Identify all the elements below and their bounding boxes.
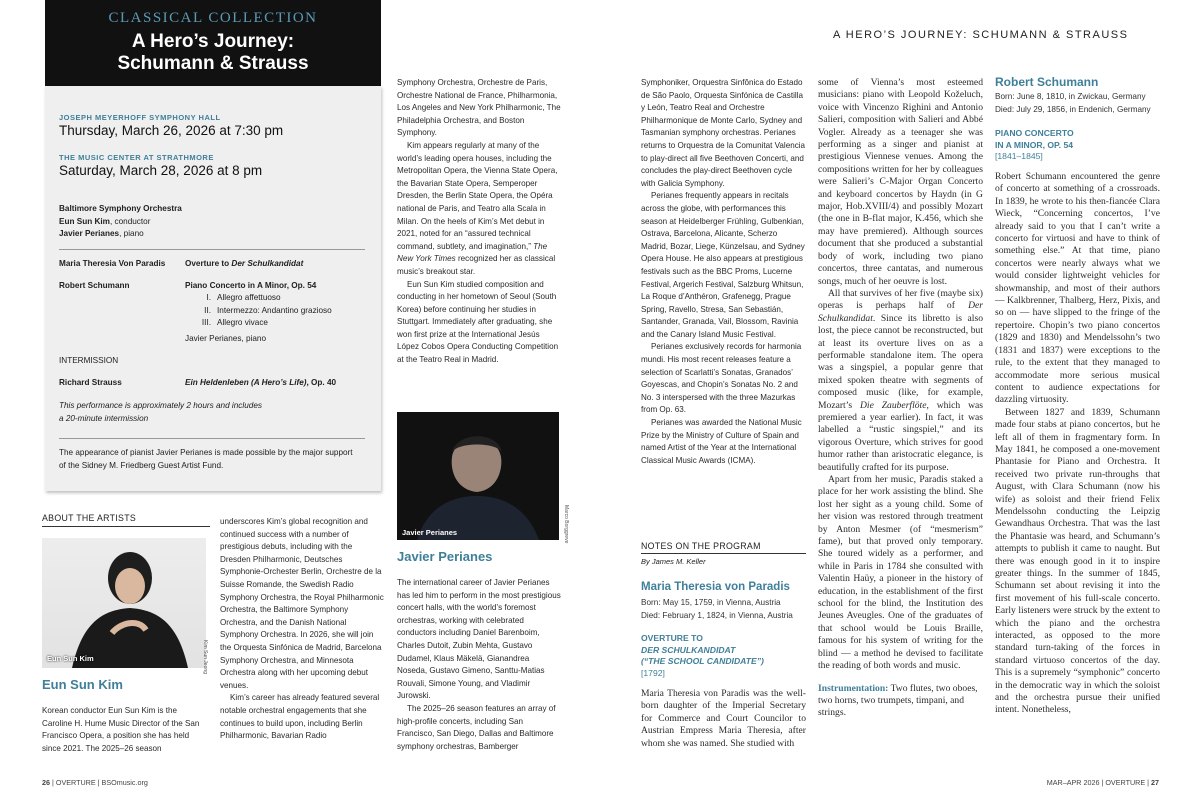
work-concerto: Piano Concerto in A Minor, Op. 54 <box>185 281 317 290</box>
composer-schumann: Robert Schumann <box>59 281 130 290</box>
venue2-date: Saturday, March 28, 2026 at 8 pm <box>59 163 263 178</box>
eun-sun-kim-photo <box>42 538 206 668</box>
perianes-name-heading: Javier Perianes <box>397 549 493 564</box>
paradis-heading: Maria Theresia von Paradis <box>641 581 790 593</box>
movement-item: II. Intermezzo: Andantino grazioso <box>204 305 332 315</box>
running-head: A HERO’S JOURNEY: SCHUMANN & STRAUSS <box>833 29 1129 41</box>
soloist-line: Javier Perianes, piano <box>185 334 267 343</box>
duration-note: This performance is approximately 2 hours and includes a 20-minute intermission <box>59 401 262 423</box>
kim-bio-col2: underscores Kim’s global recognition and continued success with a number of prestigious debuts, including with the Dresden Philharmonic, Deutsches Symphonie-Orchester Berlin, Orchestre de la Suisse Romande, the Swedish Radio Symphony Orchestra, the Royal Philharmonic Orchestra, the Baltimore Symphony Orchestra, and the Danish National Symphony Orchestra. In 2026, she will join the Orquesta Sinfónica de Madrid, Barcelona Symphony Orchestra, and Minnesota Orchestra along with her upcoming debut venues. Kim’s career has already featured several notable orchestral engagements that she continues to build upon, including Berlin Philharmonic, Bavarian Radio <box>220 517 384 741</box>
paradis-dates: Born: May 15, 1759, in Vienna, Austria Died: February 1, 1824, in Vienna, Austria <box>641 598 793 620</box>
javier-perianes-photo <box>397 412 559 540</box>
kim-bio-col3: Symphony Orchestra, Orchestre de Paris, Orchestre National de France, Philharmonia, Los Angeles and New York Philharmonic, The Philadelphia Orchestra, and Boston Symphony. Kim appears regularly at many of the world’s leading opera houses, including the Metropolitan Opera, the Vienna State Opera, the Bavarian State Opera, Semperoper Dresden, the Berlin State Opera, the Opéra national de Paris, and Teatro alla Scala in Milan. On the heels of Kim’s Met debut in 2021, noted for an “assured technical command, subtlety, and imagination,” The New York Times recognized her as classical music’s breakout star. Eun Sun Kim studied composition and conducting in her hometown of Seoul (South Korea) before continuing her studies in Stuttgart. Immediately after graduating, she won first prize at the International Jesús López Cobos Opera Conducting Competition at the Teatro Real in Madrid. <box>397 78 561 365</box>
about-artists-heading: ABOUT THE ARTISTS <box>42 513 137 523</box>
paradis-notes-col5: some of Vienna’s most esteemed musicians: piano with Leopold Koželuch, voice with Vincenzo Righini and Antonio Salieri, composition with Salieri and Abbé Vogler. Already as a teenager she was performing as a singer and pianist at prestigious Viennese venues. Among the compositions written for her by colleagues were Salieri’s C-Major Organ Concerto and keyboard concertos by Haydn (in G major, Hob.XVIII/4) and possibly Mozart (the one in B-flat major, K.456, which she may have premiered). Although sources document that she produced a substantial body of work, including two piano concertos, three cantatas, and numerous songs, much of her oeuvre is lost. All that survives of her five (maybe six) operas is perhaps half of Der Schulkandidat. Since its libretto is also lost, the piece cannot be reconstructed, but at least its overture lives on as a performable standalone item. The opera was a singspiel, a popular genre that mixed spoken theatre with segments of composed music (like, for example, Mozart’s Die Zauberflöte, which was premiered a year earlier). In fact, it was labelled a “rustic singspiel,” and its vigorous Overture, which strives for good humor rather than aristocratic elegance, is beautifully crafted for its purpose. Apart from her music, Paradis staked a place for her work assisting the blind. She lost her sight as a young child. Some of her vision was restored through treatment by Anton Mesmer (of “mesmerism” fame), but that proved only temporary. She toured widely as a performer, and while in Paris in 1784 she consulted with Valentin Haüy, a pioneer in the history of education, in the establishment of the first school for the blind, the Institution des Jeunes Aveugles. One of the graduates of that school would be Louis Braille, famous for his system of writing for the blind — a method he devised to facilitate the reading of both words and music. Instrumentation: Two flutes, two oboes, two horns, two trumpets, timpani, and strings. <box>818 77 983 719</box>
work-heldenleben: Ein Heldenleben (A Hero’s Life), Op. 40 <box>185 378 337 387</box>
sponsor-note: The appearance of pianist Javier Perianes is made possible by the major support of the Sidney M. Friedberg Guest Artist Fund. <box>59 448 353 470</box>
kim-bio-p1: Korean conductor Eun Sun Kim is the Caroline H. Hume Music Director of the San Francisco Opera, a position she has held since 2021. The 2025–26 season <box>42 706 200 753</box>
kim-name-heading: Eun Sun Kim <box>42 677 123 692</box>
divider <box>59 438 365 439</box>
divider <box>641 553 806 554</box>
program-box <box>45 86 381 491</box>
composer-strauss: Richard Strauss <box>59 378 122 387</box>
venue1-hall: JOSEPH MEYERHOFF SYMPHONY HALL <box>59 113 221 122</box>
program-title-line2: Schumann & Strauss <box>117 53 309 74</box>
performer-item: Eun Sun Kim, conductor <box>59 216 151 226</box>
portrait-icon <box>42 538 206 668</box>
movement-item: III. Allegro vivace <box>201 318 268 327</box>
perianes-bio-col3: The international career of Javier Perianes has led him to perform in the most prestigious concert halls, with the world’s foremost orchestras, working with celebrated conductors including Daniel Barenboim, Charles Dutoit, Zubin Mehta, Gustavo Dudamel, Klaus Mäkelä, Gianandrea Noseda, Gustavo Gimeno, Santtu-Matias Rouvali, Simone Young, and Vladimir Jurowski. The 2025–26 season features an array of high-profile concerts, including San Francisco, San Diego, Dallas and Baltimore symphony orchestras, Bamberger <box>397 578 561 751</box>
overture-title: OVERTURE TO DER SCHULKANDIDAT (“THE SCHOOL CANDIDATE”) [1792] <box>641 633 764 678</box>
collection-label: CLASSICAL COLLECTION <box>108 10 318 26</box>
program-title-line1: A Hero’s Journey: <box>131 31 295 52</box>
footer-left: 26 | OVERTURE | BSOmusic.org <box>42 778 148 787</box>
perianes-bio-col4: Symphoniker, Orquestra Sinfônica do Estado de São Paolo, Orquesta Sinfónica de Castilla y León, Teatro Real and Orchestre Philharmonique de Monte Carlo, Sydney and Tasmanian symphony orchestras. Perianes returns to Orquestra de la Comunitat Valencia to play-direct all five Beethoven Concerti, and concludes the play-direct Beethoven cycle with Galicia Symphony. Perianes frequently appears in recitals across the globe, with performances this season at Heidelberger Frühling, Gulbenkian, Ostrava, Barcelona, Alicante, Scherzo Madrid, Bozar, Liege, Künzelsau, and Sydney Opera House. He also appears at prestigious festivals such as the BBC Proms, Lucerne Festival, Argerich Festival, Salzburg Whitsun, La Roque d’Anthéron, Grafenegg, Prague Spring, Ravello, Stresa, San Sebastián, Santander, Granada, Vail, Blossom, Ravinia and the Canary Island Music Festival. Perianes exclusively records for harmonia mundi. His most recent releases feature a selection of Scarlatti’s Sonatas, Granados’ Goyescas, and Chopin’s Sonatas No. 2 and No. 3 interspersed with the three Mazurkas from Op. 63. Perianes was awarded the National Music Prize by the Ministry of Culture of Spain and named Artist of the Year at the International Classical Music Awards (ICMA). <box>641 78 806 465</box>
notes-heading: NOTES ON THE PROGRAM <box>641 541 761 551</box>
schumann-heading: Robert Schumann <box>995 75 1099 89</box>
work-overture: Overture to Der Schulkandidat <box>185 259 304 268</box>
portrait-icon <box>397 412 559 540</box>
venue2-hall: THE MUSIC CENTER AT STRATHMORE <box>59 153 214 162</box>
photo-credit: Kim Sun Jeong <box>202 640 208 674</box>
paradis-p1: Maria Theresia von Paradis was the well-born daughter of the Imperial Secretary for Commerce and Court Councilor to Austrian Empress Maria Theresia, after whom she was named. She studied with <box>641 688 806 749</box>
divider <box>42 526 210 527</box>
performers-list <box>59 203 182 241</box>
movement-item: I. Allegro affettuoso <box>206 293 281 302</box>
venue1-date: Thursday, March 26, 2026 at 7:30 pm <box>59 123 284 138</box>
performer-item: Javier Perianes, piano <box>59 229 144 238</box>
movements-list <box>197 292 332 330</box>
photo-caption: Javier Perianes <box>402 528 458 537</box>
footer-right: MAR–APR 2026 | OVERTURE | 27 <box>1046 778 1159 787</box>
notes-author: By James M. Keller <box>641 557 706 566</box>
performer-item: Baltimore Symphony Orchestra <box>59 204 182 213</box>
schumann-notes-col6: Robert Schumann encountered the genre of concerto at something of a crossroads. In 1839, he wrote to his then-fiancée Clara Wieck, “Concerning concertos, I’ve already said to you that I can’t write a concerto for virtuosi and have to think of something else.” At that time, piano concertos were nearly always what we would consider lightweight vehicles for showmanship, and most of their authors — Kalkbrenner, Thalberg, Herz, Pixis, and so on — have slipped to the fringe of the repertoire. Chopin’s two piano concertos (1829 and 1830) and Mendelssohn’s two (1831 and 1837) were exceptions to the rule, to the extent that they managed to accommodate more serious musical content to audience expectations for dazzling virtuosity. Between 1827 and 1839, Schumann made four stabs at piano concertos, but he left all of them in fragmentary form. In May 1841, he composed a one-movement Phantasie for Piano and Orchestra. It received two private run-throughs that August, with Clara Schumann (now his wife) as soloist and their friend Felix Mendelssohn conducting the Leipzig Gewandhaus Orchestra. That was the last the Phantasie was heard, and Schumann’s attempts to publish it came to naught. But there was enough good in it to inspire greater things. In the summer of 1845, Schumann set about revising it into the first movement of his full-scale concerto. Early listeners were struck by the extent to which the piano and the orchestra interacted, as opposed to the more standard turn-taking of the forces in standard virtuoso concertos of the day. This is a supremely “symphonic” concerto in the democratic way in which the soloist and the orchestra pursue their unified intent. Nonetheless, <box>995 171 1160 716</box>
composer-paradis: Maria Theresia Von Paradis <box>59 259 166 268</box>
intermission-label: INTERMISSION <box>59 356 119 365</box>
concerto-title: PIANO CONCERTO IN A MINOR, OP. 54 [1841–1845] <box>995 128 1074 161</box>
photo-credit: Marco Borggreve <box>563 505 569 544</box>
divider <box>59 249 365 250</box>
schumann-dates: Born: June 8, 1810, in Zwickau, Germany Died: July 29, 1856, in Endenich, Germany <box>995 92 1151 114</box>
photo-caption: Eun Sun Kim <box>47 654 94 663</box>
program-title-block <box>45 0 381 86</box>
